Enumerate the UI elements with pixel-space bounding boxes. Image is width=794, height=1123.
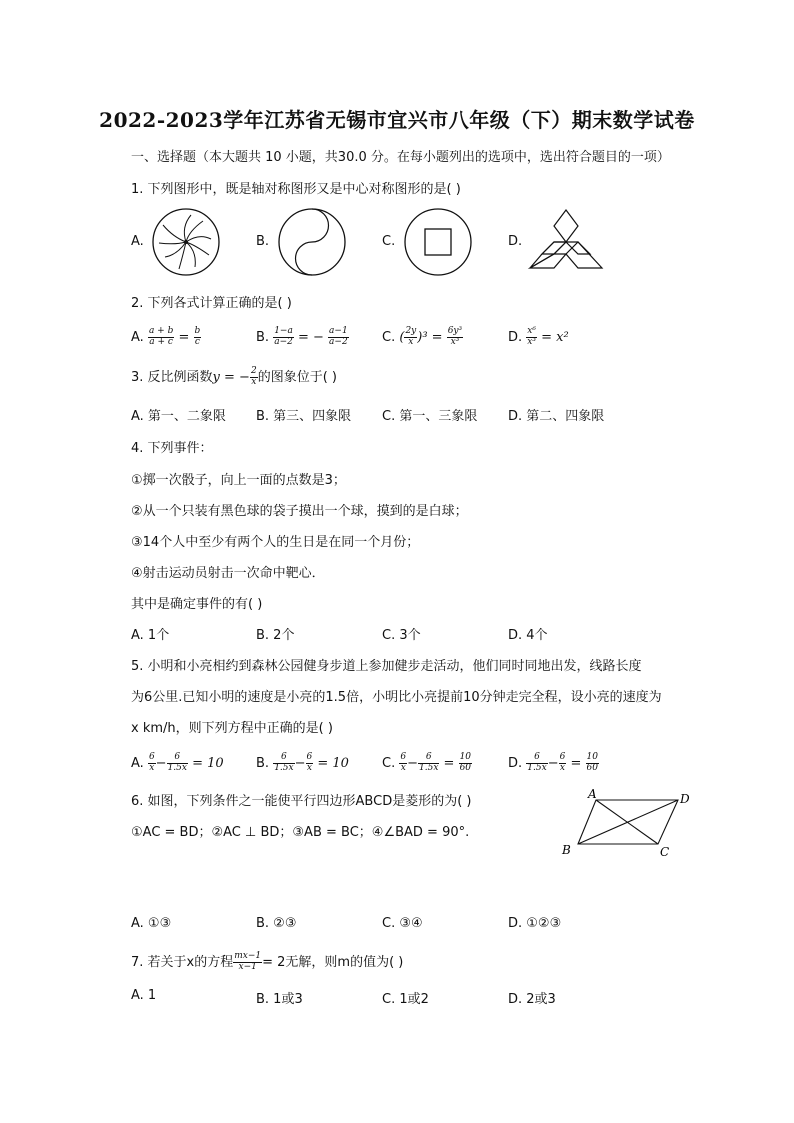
fraction <box>167 753 188 774</box>
numerator: 6 <box>418 753 439 764</box>
q4-option-a: A. 1个 <box>131 628 170 643</box>
numerator: 1−a <box>274 326 293 336</box>
equation-rhs: = 10 <box>192 755 224 771</box>
denominator: x−1 <box>238 962 257 972</box>
q4-event-3: ③14个人中至少有两个人的生日是在同一个月份； <box>131 535 420 550</box>
fraction <box>459 753 472 774</box>
vertex-label-c: C <box>660 845 670 859</box>
fraction <box>526 327 537 348</box>
q1-option-b-label: B. <box>256 234 270 249</box>
fraction <box>273 327 294 348</box>
numerator: 6 <box>400 752 407 762</box>
q6-option-c: C. ③④ <box>382 916 423 931</box>
q7-option-a: A. 1 <box>131 988 157 1003</box>
question-2-stem: 2. 下列各式计算正确的是( ) <box>131 296 292 311</box>
q2-option-b: B. $\frac{1-a}{a-2}$ = − $\frac{a-1}{a-2}$ <box>256 326 348 347</box>
fraction <box>148 753 156 774</box>
numerator: 10 <box>586 752 598 762</box>
equation-rhs: = 10 <box>317 755 349 771</box>
numerator: 6 <box>526 753 547 764</box>
denominator: x³ <box>527 336 536 347</box>
numerator: 6 <box>148 752 155 762</box>
numerator: mx−1 <box>234 951 262 962</box>
q3-option-d: D. 第二、四象限 <box>508 409 605 424</box>
question-5-line-2: 为6公里.已知小明的速度是小亮的1.5倍，小明比小亮提前10分钟走完全程，设小亮的速度为 <box>131 690 662 705</box>
q7-option-b: B. 1或3 <box>256 992 303 1007</box>
q5-option-b: B. $\frac{6}{1.5x}$ − $\frac{6}{x}$ = 10 <box>256 752 349 773</box>
q7-option-d: D. 2或3 <box>508 992 556 1007</box>
coin-square-hole-figure <box>403 207 473 281</box>
vertex-label-a: A <box>588 787 597 801</box>
q3-option-c: C. 第一、三象限 <box>382 409 478 424</box>
q5-option-c: C. $\frac{6}{x}$ − $\frac{6}{1.5x}$ = $\frac{10}{60}$ <box>382 752 472 773</box>
q1-option-c-label: C. <box>382 234 396 249</box>
section-heading: 一、选择题（本大题共 10 小题，共30.0 分。在每小题列出的选项中，选出符合题目的一项） <box>131 150 670 165</box>
three-diamonds-figure <box>528 208 604 274</box>
denominator: x <box>306 762 312 773</box>
page-title: 2022-2023学年江苏省无锡市宜兴市八年级（下）期末数学试卷 <box>99 108 695 132</box>
option-label: C. <box>382 329 396 345</box>
numerator: 6 <box>559 752 566 762</box>
option-label: A. <box>131 329 144 345</box>
fraction <box>404 327 417 348</box>
question-6-stem: 6. 如图，下列条件之一能使平行四边形ABCD是菱形的为( ) <box>131 794 472 809</box>
parallelogram-abcd-figure <box>560 788 700 864</box>
function-expr: y = − <box>212 370 250 385</box>
denominator: x <box>408 336 414 347</box>
denominator: 1.5x <box>419 762 439 773</box>
fraction <box>559 753 567 774</box>
denominator: a + c <box>149 336 173 347</box>
q5-option-d: D. $\frac{6}{1.5x}$ − $\frac{6}{x}$ = $\frac{10}{60}$ <box>508 752 598 773</box>
q4-event-4: ④射击运动员射击一次命中靶心． <box>131 566 325 581</box>
question-5-line-3: x km/h，则下列方程中正确的是( ) <box>131 721 333 736</box>
q4-event-2: ②从一个只装有黑色球的袋子摸出一个球，摸到的是白球； <box>131 504 468 519</box>
yin-yang-circle-figure <box>277 207 347 281</box>
numerator: b <box>194 326 201 336</box>
q4-option-d: D. 4个 <box>508 628 548 643</box>
fraction <box>233 952 262 973</box>
fraction <box>194 327 202 348</box>
numerator: 6 <box>306 752 313 762</box>
option-label: A. <box>131 755 144 771</box>
numerator: a−1 <box>329 326 348 336</box>
denominator: x <box>149 762 155 773</box>
denominator: 60 <box>459 762 472 773</box>
numerator: 6y³ <box>447 326 463 336</box>
stem-prefix: 3. 反比例函数 <box>131 370 213 385</box>
denominator: a−2 <box>329 336 348 347</box>
q7-option-c: C. 1或2 <box>382 992 429 1007</box>
fraction <box>273 753 294 774</box>
denominator: x <box>559 762 565 773</box>
q2-option-a: A. $\frac{a + b}{a + c}$ = $\frac{b}{c}$ <box>131 326 201 347</box>
q4-event-1: ①掷一次骰子，向上一面的点数是3； <box>131 473 346 488</box>
fraction <box>447 327 463 348</box>
fraction <box>399 753 407 774</box>
numerator: a + b <box>148 326 174 336</box>
numerator: 2 <box>250 366 257 377</box>
q1-option-a-label: A. <box>131 234 144 249</box>
question-4-stem: 4. 下列事件： <box>131 441 213 456</box>
stem-suffix: 的图象位于( ) <box>257 370 337 385</box>
q3-option-a: A. 第一、二象限 <box>131 409 226 424</box>
question-3-stem <box>131 366 337 388</box>
denominator: x³ <box>450 336 460 347</box>
option-label: D. <box>508 755 523 771</box>
fraction <box>418 753 439 774</box>
numerator: 6 <box>167 753 188 764</box>
q4-ask: 其中是确定事件的有( ) <box>131 597 263 612</box>
option-label: D. <box>508 329 523 345</box>
stem-prefix: 7. 若关于x的方程 <box>131 955 234 970</box>
denominator: x <box>400 762 406 773</box>
numerator: 6 <box>273 753 294 764</box>
equation-rhs: = x² <box>541 329 569 345</box>
stem-suffix: = 2无解，则m的值为( ) <box>262 955 404 970</box>
vertex-label-b: B <box>562 843 571 857</box>
q6-conditions: ①AC = BD；②AC ⊥ BD；③AB = BC；④∠BAD = 90°. <box>131 825 470 840</box>
question-7-stem <box>131 951 403 973</box>
denominator: 1.5x <box>527 762 547 773</box>
numerator: x⁶ <box>527 326 536 336</box>
fraction <box>586 753 599 774</box>
denominator: 1.5x <box>167 762 187 773</box>
numerator: 2y <box>405 326 417 336</box>
q6-option-b: B. ②③ <box>256 916 297 931</box>
fraction <box>526 753 547 774</box>
denominator: 1.5x <box>274 762 294 773</box>
denominator: x <box>251 377 257 387</box>
option-label: B. <box>256 329 270 345</box>
denominator: c <box>194 336 200 347</box>
pinwheel-circle-figure <box>151 207 221 281</box>
fraction <box>306 753 314 774</box>
option-label: C. <box>382 755 396 771</box>
q6-option-d: D. ①②③ <box>508 916 562 931</box>
fraction <box>250 367 258 388</box>
vertex-label-d: D <box>680 792 690 806</box>
q2-option-c: C. ( $\frac{2y}{x}$ )³ = $\frac{\text{6y³}}{\text{x³}}$ <box>382 326 463 347</box>
fraction <box>148 327 174 348</box>
denominator: a−2 <box>274 336 293 347</box>
q1-option-d-label: D. <box>508 234 523 249</box>
option-label: B. <box>256 755 270 771</box>
fraction <box>328 327 349 348</box>
q6-option-a: A. ①③ <box>131 916 172 931</box>
question-5-line-1: 5. 小明和小亮相约到森林公园健身步道上参加健步走活动，他们同时同地出发，线路长度 <box>131 659 642 674</box>
numerator: 10 <box>459 752 472 762</box>
q4-option-b: B. 2个 <box>256 628 295 643</box>
q3-option-b: B. 第三、四象限 <box>256 409 352 424</box>
q5-option-a: A. $\frac{6}{x}$ − $\frac{6}{1.5x}$ = 10 <box>131 752 224 773</box>
denominator: 60 <box>586 762 598 773</box>
q2-option-d <box>508 327 569 348</box>
question-1-stem: 1. 下列图形中，既是轴对称图形又是中心对称图形的是( ) <box>131 182 461 197</box>
q4-option-c: C. 3个 <box>382 628 421 643</box>
